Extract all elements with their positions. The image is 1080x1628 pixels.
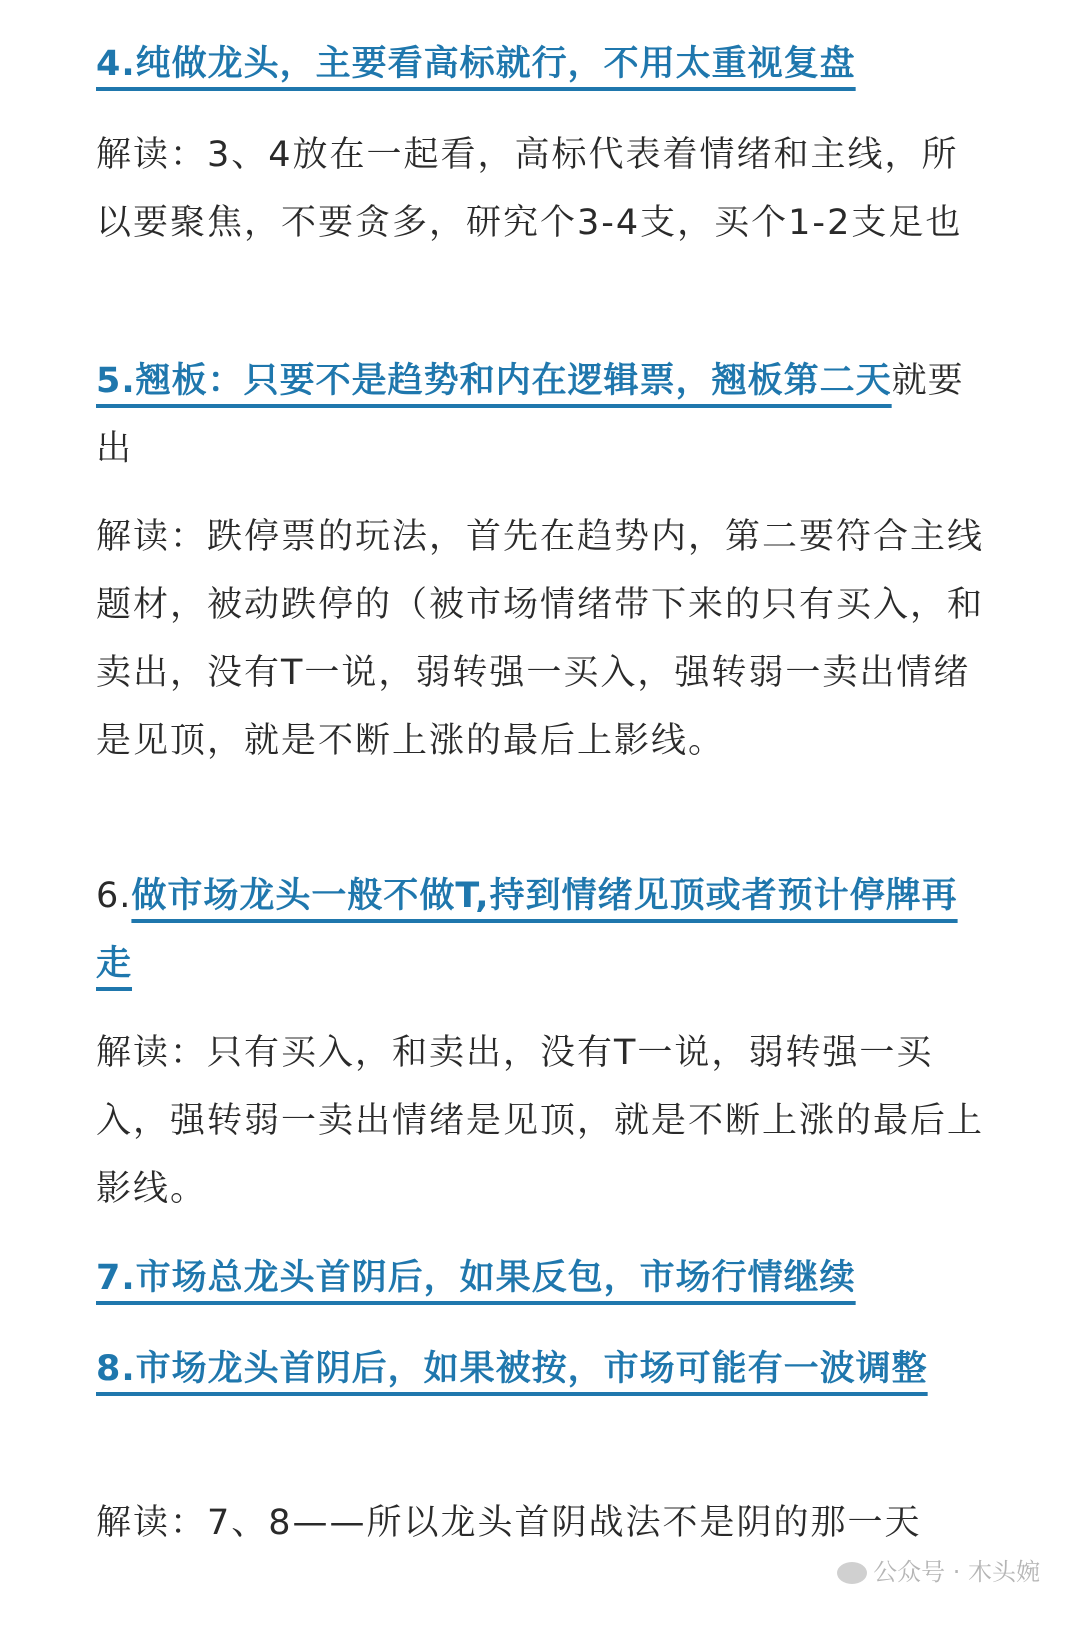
interpretation-paragraph-4: 解读：3、4放在一起看，高标代表着情绪和主线，所以要聚焦，不要贪多，研究个3-4支，买个1-2支足也: [96, 135, 963, 243]
watermark: [837, 1552, 1040, 1587]
section-heading-8: [96, 1335, 986, 1403]
heading-5-text: 5.翘板：只要不是趋势和内在逻辑票，翘板第二天: [96, 361, 892, 401]
interpretation-paragraph-6: 解读：只有买入，和卖出，没有T一说，弱转强一买入，强转弱一卖出情绪是见顶，就是不断上涨的最后上影线。: [96, 1033, 985, 1209]
heading-5-tail: 就要出: [96, 361, 964, 469]
section-heading-5: [96, 347, 986, 483]
wechat-icon: [837, 1562, 867, 1584]
watermark-text: 公众号 · 木头婉: [873, 1558, 1040, 1586]
heading-6-text: 做市场龙头一般不做T,持到情绪见顶或者预计停牌再走: [96, 876, 958, 984]
heading-6-number: 6.: [96, 876, 132, 916]
section-heading-4: [96, 30, 986, 98]
section-heading-6: [96, 862, 986, 998]
heading-4-text: 4.纯做龙头，主要看高标就行，不用太重视复盘: [96, 44, 856, 84]
heading-8-text: 8.市场龙头首阴后，如果被按，市场可能有一波调整: [96, 1349, 928, 1389]
interpretation-paragraph-5: 解读：跌停票的玩法，首先在趋势内，第二要符合主线题材，被动跌停的（被市场情绪带下来的只有买入，和卖出，没有T一说，弱转强一买入，强转弱一卖出情绪是见顶，就是不断上涨的最后上影线。: [96, 517, 985, 761]
interpretation-paragraph-8: 解读：7、8——所以龙头首阴战法不是阴的那一天: [96, 1503, 922, 1543]
heading-7-text: 7.市场总龙头首阴后，如果反包，市场行情继续: [96, 1258, 856, 1298]
section-heading-7: [96, 1244, 986, 1312]
